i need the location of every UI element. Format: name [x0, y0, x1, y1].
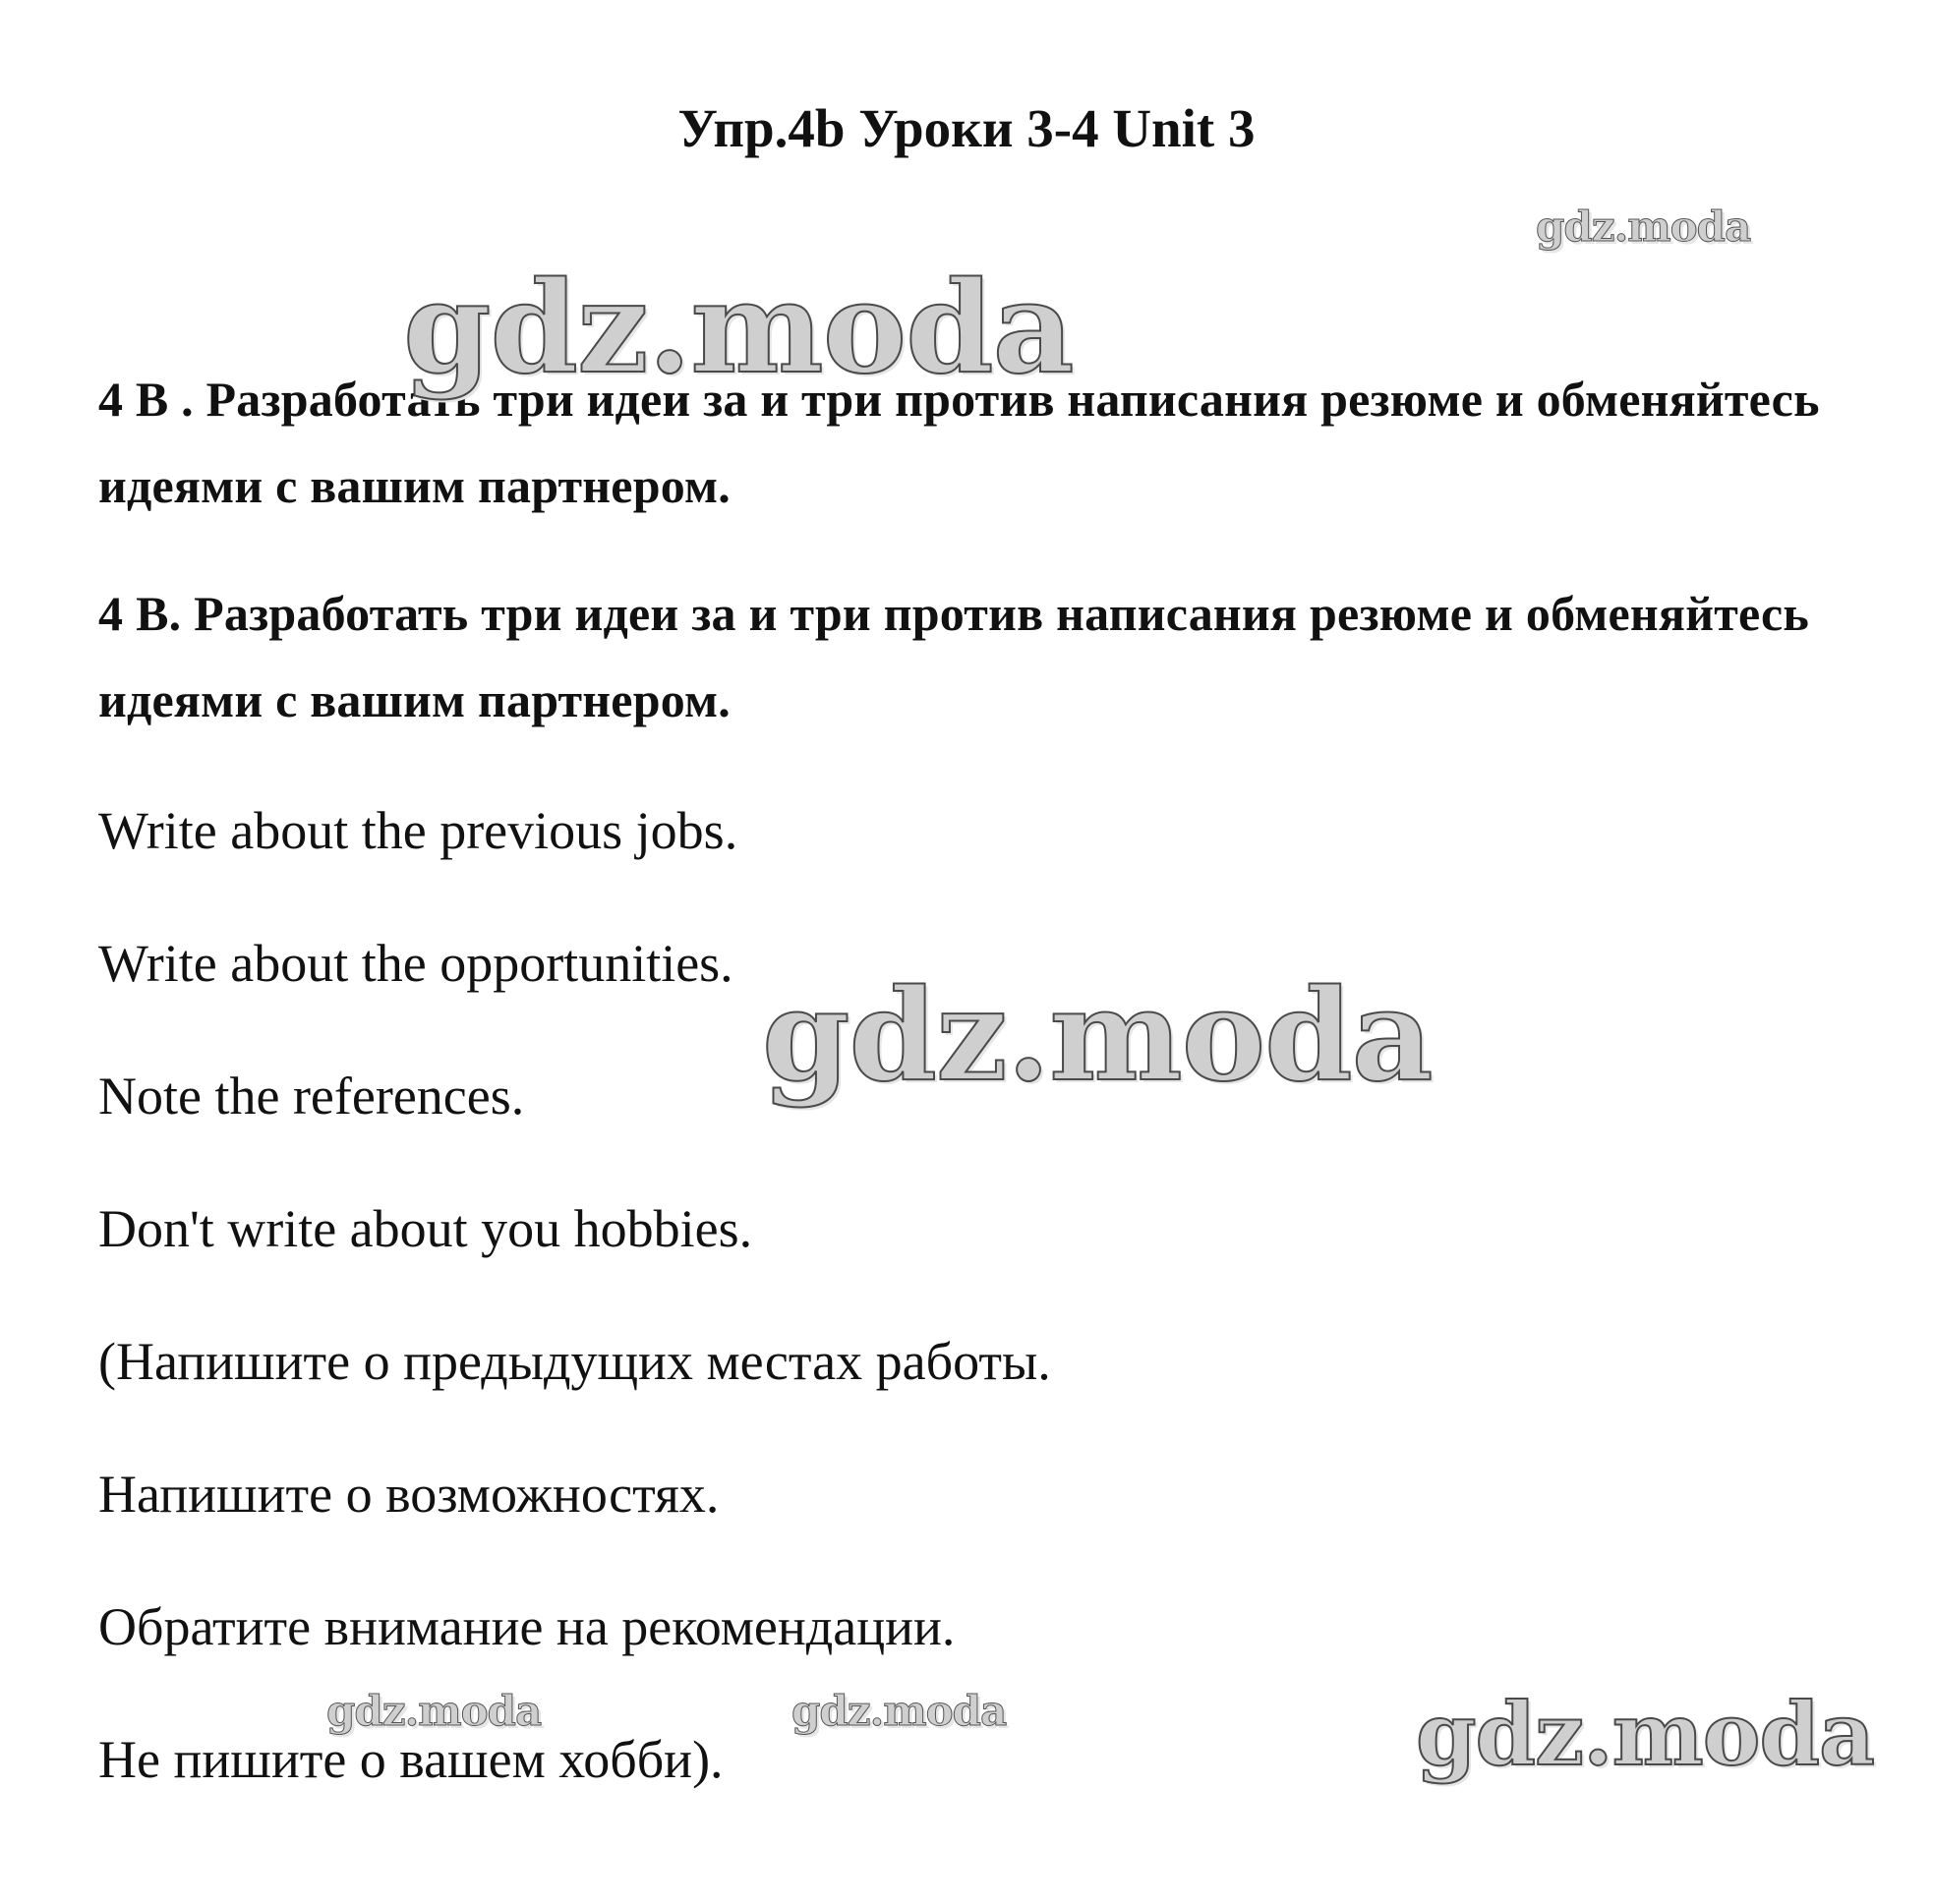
answer-line-opportunities: Write about the opportunities.: [98, 934, 733, 993]
answer-line-hobbies: Don't write about you hobbies.: [98, 1199, 753, 1258]
watermark-logo: gdz.moda: [791, 1687, 1007, 1735]
watermark-logo: gdz.moda: [403, 255, 1074, 402]
watermark-logo: gdz.moda: [326, 1687, 542, 1735]
translation-line-previous-jobs: (Напишите о предыдущих местах работы.: [98, 1332, 1051, 1391]
task-statement-2: 4 В. Разработать три идеи за и три против написания резюме и обменяйтесь идеями с вашим партнером.: [98, 586, 1809, 727]
task-statement-1: 4 В . Разработать три идеи за и три против написания резюме и обменяйтесь идеями с вашим партнером.: [98, 372, 1820, 513]
answer-line-previous-jobs: Write about the previous jobs.: [98, 801, 738, 860]
answer-line-references: Note the references.: [98, 1067, 525, 1125]
translation-line-hobbies: Не пишите о вашем хобби).: [98, 1730, 724, 1789]
watermark-logo: gdz.moda: [1416, 1683, 1875, 1785]
page-title: Упр.4b Уроки 3-4 Unit 3: [677, 98, 1256, 158]
translation-line-references: Обратите внимание на рекомендации.: [98, 1597, 956, 1656]
translation-line-opportunities: Напишите о возможностях.: [98, 1465, 720, 1524]
watermark-logo: gdz.moda: [762, 962, 1433, 1110]
watermark-logo: gdz.moda: [1536, 202, 1751, 251]
